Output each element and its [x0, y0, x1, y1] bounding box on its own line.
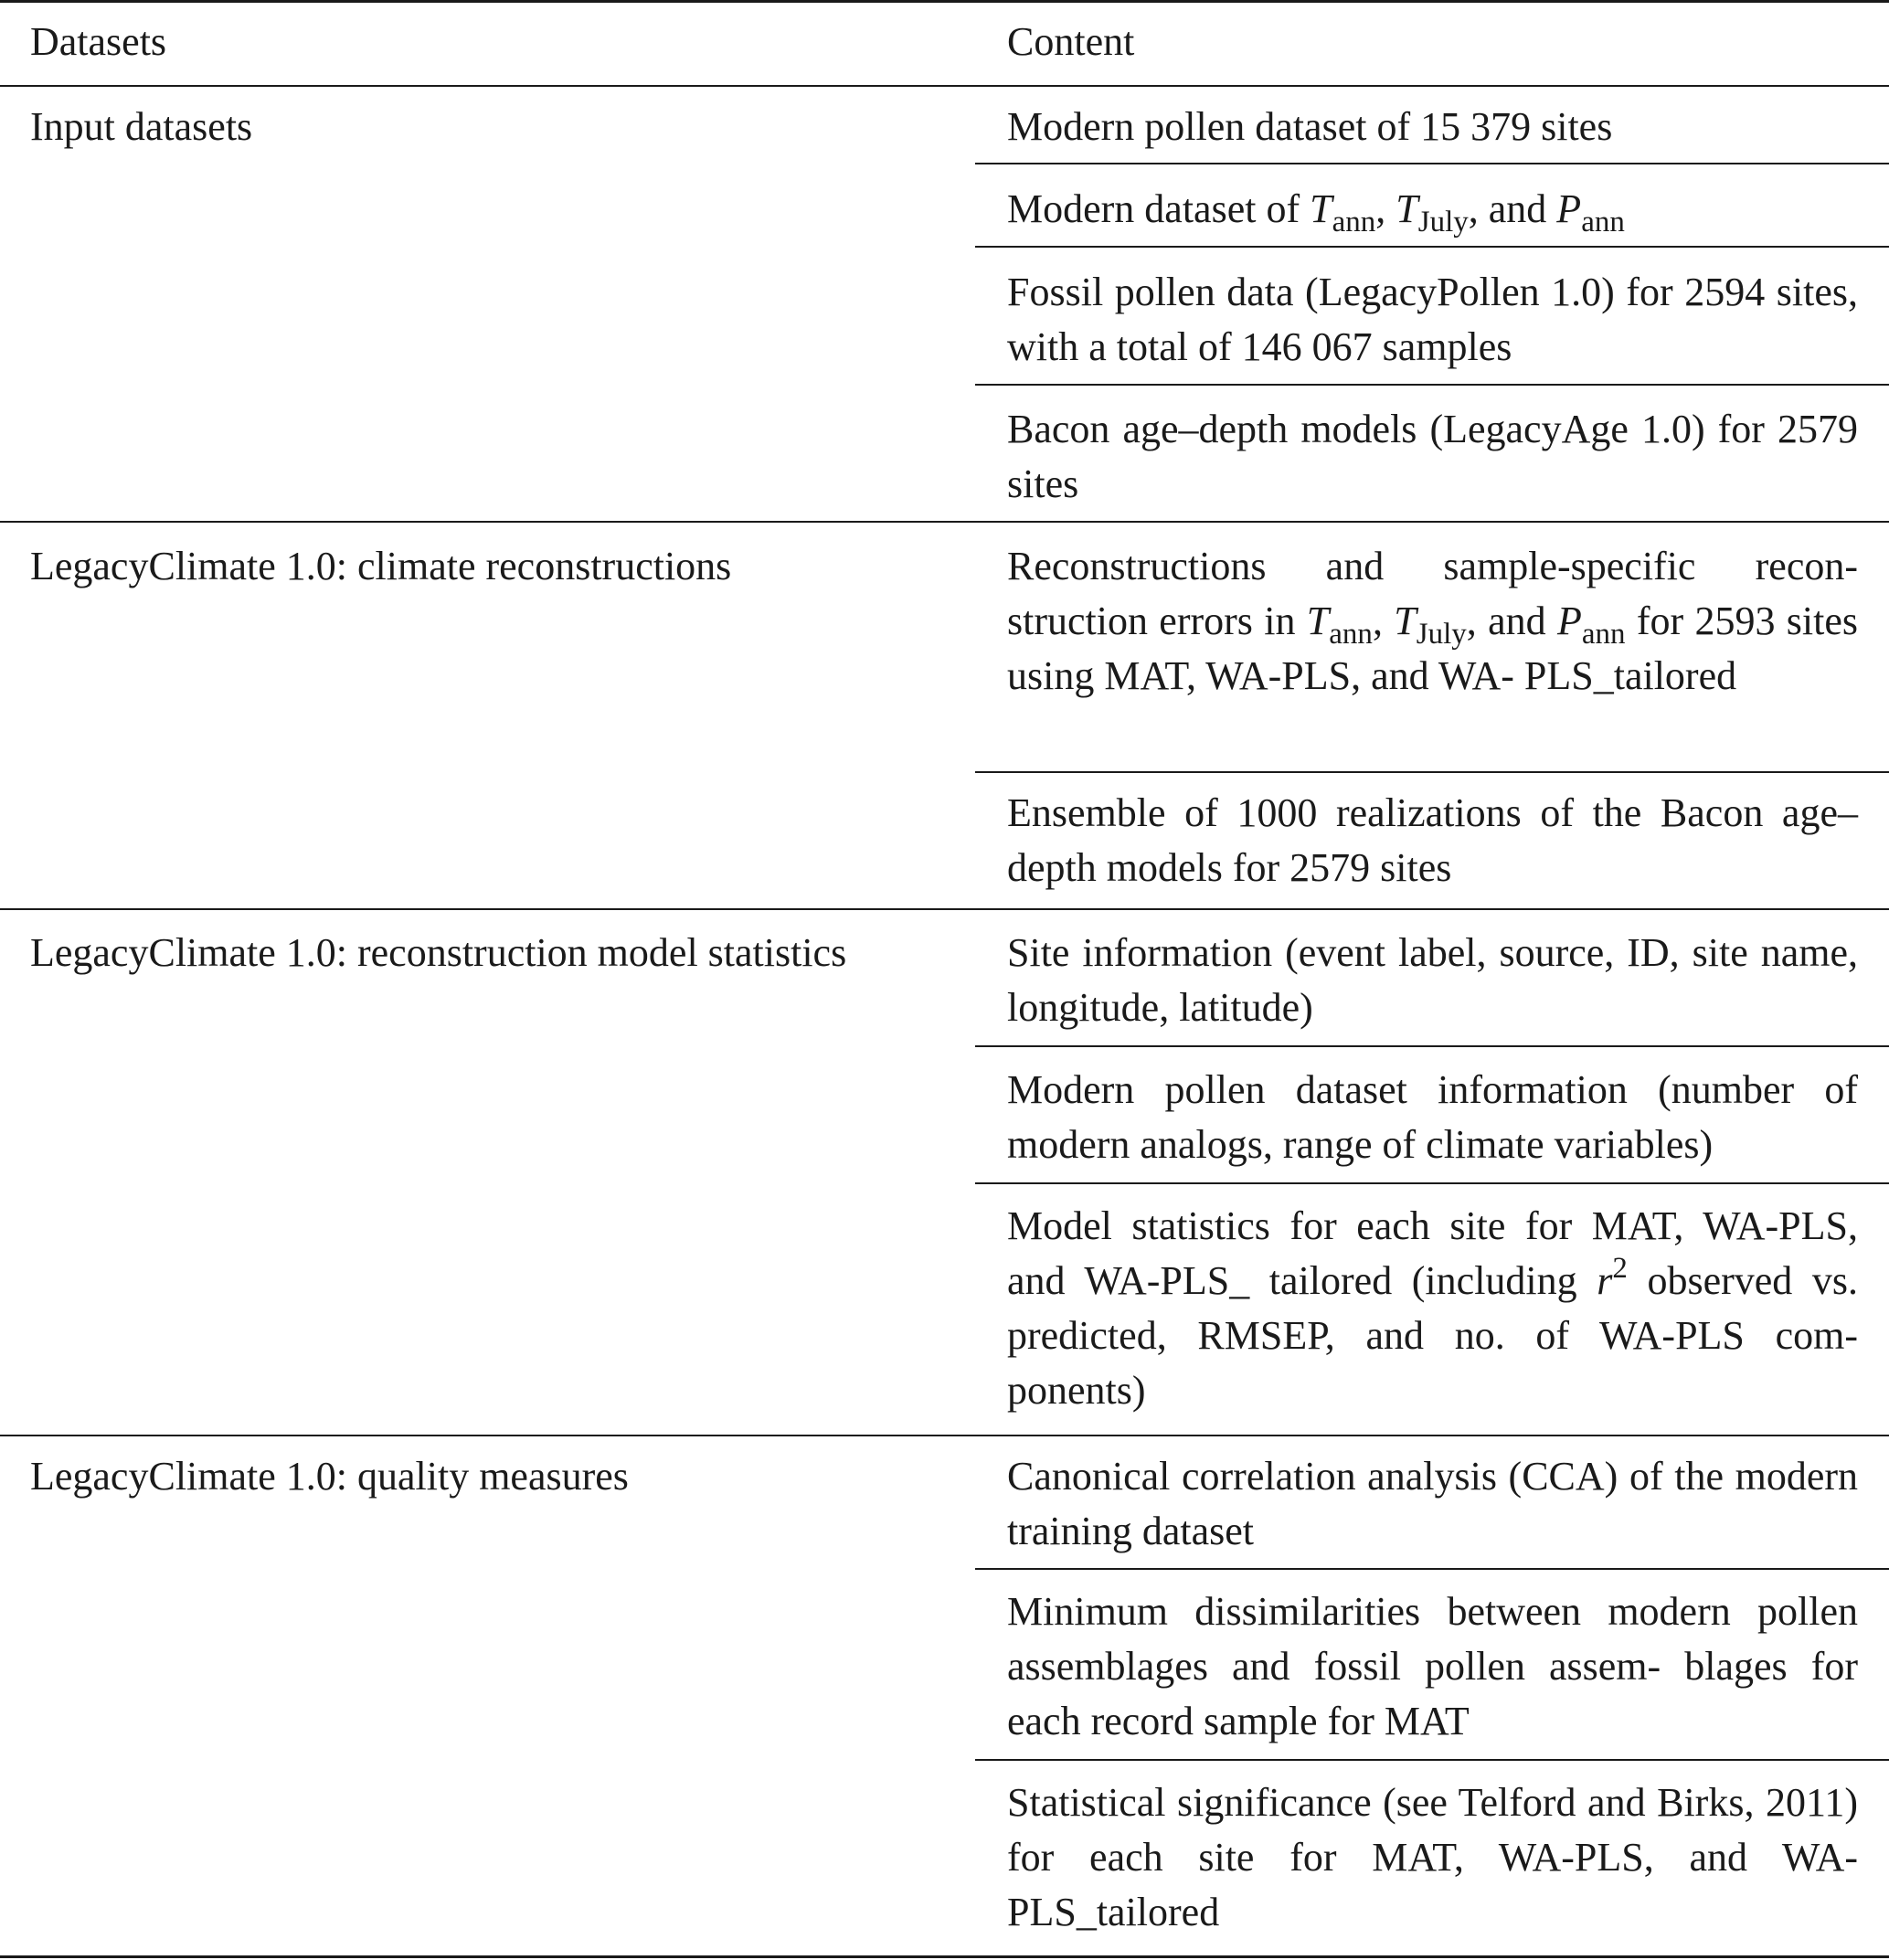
section-label-climate-reconstructions: LegacyClimate 1.0: climate reconstructions — [30, 544, 732, 588]
top-rule — [0, 0, 1889, 3]
item-rule — [975, 771, 1889, 773]
section-rule — [0, 1435, 1889, 1436]
content-modern-climate-dataset: Modern dataset of $T_{ann}$, $T_{July}$, and $P_{ann}$ — [1007, 186, 1625, 238]
content-modern-pollen-info: Modern pollen dataset information (number of modern analogs, range of climate variables) — [1007, 1067, 1858, 1167]
content-minimum-dissimilarities: Minimum dissimilarities between modern pollen assemblages and fossil pollen assem- blages for each record sample for MAT — [1007, 1589, 1858, 1743]
header-content: Content — [1007, 19, 1135, 64]
section-label-quality-measures: LegacyClimate 1.0: quality measures — [30, 1454, 629, 1499]
content-model-statistics: Model statistics for each site for MAT, WA-PLS, and WA-PLS_ tailored (including $r^2$ observed vs. predicted, RMSEP, and no. of WA-PLS com- ponents) — [1007, 1203, 1858, 1413]
section-label-model-statistics: LegacyClimate 1.0: reconstruction model statistics — [30, 930, 847, 975]
content-site-information: Site information (event label, source, ID, site name, longitude, latitude) — [1007, 930, 1858, 1030]
header-datasets: Datasets — [30, 19, 167, 64]
bottom-rule — [0, 1955, 1889, 1958]
item-rule — [975, 163, 1889, 164]
section-rule — [0, 908, 1889, 910]
item-rule — [975, 1045, 1889, 1047]
item-rule — [975, 246, 1889, 248]
content-fossil-pollen-data: Fossil pollen data (LegacyPollen 1.0) for 2594 sites, with a total of 146 067 samples — [1007, 270, 1858, 369]
content-modern-pollen-dataset: Modern pollen dataset of 15 379 sites — [1007, 104, 1613, 149]
header-rule — [0, 85, 1889, 87]
content-bacon-age-depth-models: Bacon age–depth models (LegacyAge 1.0) for 2579 sites — [1007, 407, 1858, 506]
item-rule — [975, 1568, 1889, 1570]
content-reconstructions-errors: Reconstructions and sample-specific recon- struction errors in $T_{ann}$, $T_{July}$, and $P_{ann}$ for 2593 sites using MAT, WA-PLS, and WA- PLS_tailored — [1007, 544, 1859, 698]
section-label-input-datasets: Input datasets — [30, 104, 253, 149]
item-rule — [975, 1759, 1889, 1761]
content-statistical-significance: Statistical significance (see Telford and Birks, 2011) for each site for MAT, WA-PLS, and WA- PLS_tailored — [1007, 1780, 1858, 1934]
content-ensemble-realizations: Ensemble of 1000 realizations of the Bacon age–depth models for 2579 sites — [1007, 790, 1858, 890]
section-rule — [0, 521, 1889, 523]
content-cca: Canonical correlation analysis (CCA) of the modern training dataset — [1007, 1454, 1858, 1553]
item-rule — [975, 1182, 1889, 1184]
item-rule — [975, 384, 1889, 386]
